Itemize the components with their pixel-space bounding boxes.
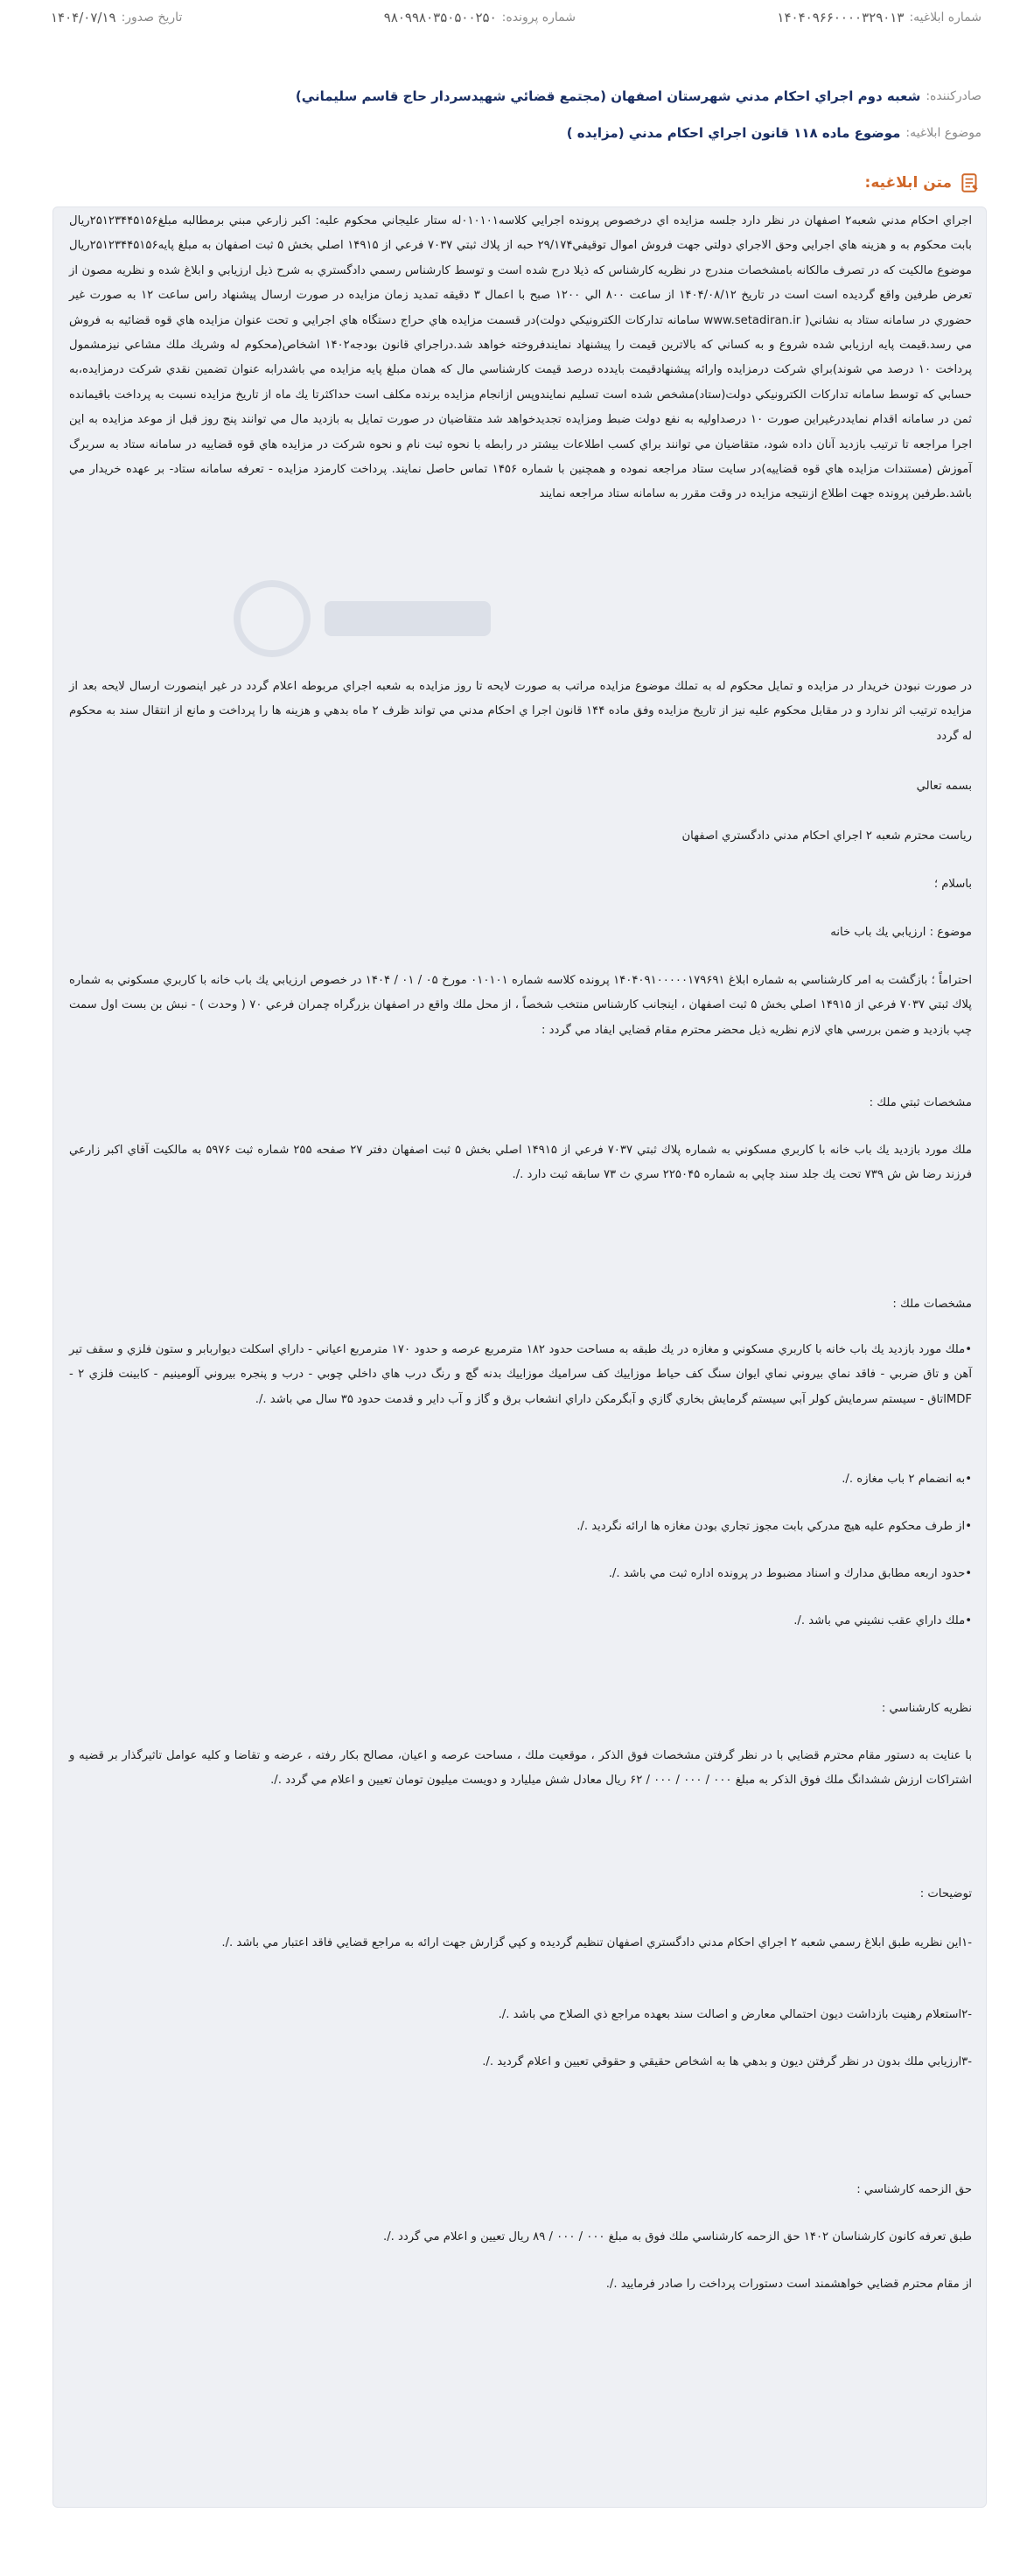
report-topic: موضوع : ارزيابي يك باب خانه bbox=[830, 926, 972, 939]
subject-row bbox=[51, 117, 982, 149]
issuer-label: صادركننده: bbox=[926, 89, 982, 103]
subject-label: موضوع ابلاغيه: bbox=[905, 126, 982, 140]
notice-text-title: متن ابلاغيه: bbox=[864, 174, 952, 192]
bismillah: بسمه تعالي bbox=[916, 780, 972, 793]
issuer-row bbox=[51, 80, 982, 112]
case-number bbox=[384, 10, 576, 25]
watermark-logo-icon bbox=[228, 557, 508, 680]
case-number-label: شماره پرونده: bbox=[501, 10, 576, 24]
document-icon bbox=[959, 172, 982, 194]
greeting: باسلام ؛ bbox=[933, 878, 972, 891]
property-heading: مشخصات ملك : bbox=[892, 1298, 972, 1311]
notice-id-row bbox=[51, 2, 982, 33]
notice-header bbox=[0, 0, 1027, 141]
property-bullet-bounds: •حدود اربعه مطابق مدارك و اسناد مضبوط در پرونده اداره ثبت مي باشد ./. bbox=[608, 1567, 972, 1580]
issue-date-value: ۱۴۰۴/۰۷/۱۹ bbox=[51, 10, 116, 25]
auction-announcement: اجراي احكام مدني شعبه۲ اصفهان در نظر دارد جلسه مزايده اي درخصوص پرونده اجرايي كلاسه۰۱۰۱۰۱له ستار عليجاني محكوم عليه: اكبر زارعي مبني برمطالبه مبلغ۲۵۱۲۳۴۴۵۱۵۶ريال بابت محكوم به و هزينه هاي اجرايي وحق الاجراي دولتي جهت فروش اموال توقيفي۲۹/۱۷۴ حبه از پلاك ثبتي ۷۰۳۷ فرعي از ۱۴۹۱۵ اصلي بخش ۵ ثبت اصفهان به مبلغ پايه۲۵۱۲۳۴۴۵۱۵۶ريال موضوع مالكيت كه در تصرف مالكانه بامشخصات مندرج در نظريه كارشناس كه ذيلا درج شده است و توسط كارشناس رسمي دادگستري به شرح ذيل ارزيابي و ابلاغ شده و نظريه مصون از تعرض طرفين واقع گرديده است است در تاريخ ۱۴۰۴/۰۸/۱۲ از ساعت ۸۰۰ الي ۱۲۰۰ صبح با اعمال ۳ دقيقه تمديد زمان مزايده در صورت ارسال پيشنهاد راس ساعت ۱۲ به صورت غير حضوري در سامانه ستاد به نشاني( www.setadiran.ir سامانه تداركات الكترونيكي دولت)در قسمت مزايده هاي حراج دستگاه هاي اجرايي و تحت عنوان مزايده هاي قوه قضائيه به فروش مي رسد.قيمت پايه ارزيابي شده شروع و به كساني كه بالاترين قيمت را پيشنهاد نمايندفروخته خواهد شد.دراجراي قانون بودجه۱۴۰۲ اشخاص(محكوم له وشريك ملك مشاعي نيزمشمول پرداخت ۱۰ درصد مي شوند)براي شركت درمزايده وارائه پيشنهادقيمت بايدده درصد قيمت كارشناسي مال كه همان مبلغ پايه مزايده مي باشدرابه عنوان تضمين نقدي شركت درمزايده،به حسابي كه توسط سامانه تداركات الكترونيكي دولت(ستاد)مشخص شده است تسليم نمايندوپس ازانجام مزايده برنده مكلف است حداكثرتا يك ماه از تاريخ مزايده نسبت به پرداخت باقيمانده ثمن در سامانه اقدام نمايددرغيراين صورت ۱۰ درصداوليه به نفع دولت ضبط ومزايده تجديدخواهد شد متقاضيان در صورت تمايل به بازديد مال مي توانند پنج روز قبل از موعد مزايده به اين اجرا مراجعه تا ترتيب بازديد آنان داده شود، متقاضيان مي توانند براي كسب اطلاعات بيشتر در رابطه با نحوه ثبت نام و نحوه شركت در مزايده هاي قوه قضاييه در سامانه ستاد به سربرگ آموزش (مستندات مزايده هاي قوه قضاييه)در سايت ستاد مراجعه نموده و همچنين با شماره ۱۴۵۶ تماس حاصل نمايند. پرداخت كارمزد مزايده - تعرفه سامانه ستاد- بر عهده خريدار مي باشد.طرفين پرونده جهت اطلاع ازنتيجه مزايده در وقت مقرر به سامانه ستاد مراجعه نمايند bbox=[69, 214, 973, 501]
notice-number-value: ۱۴۰۴۰۹۶۶۰۰۰۰۳۲۹۰۱۳ bbox=[777, 10, 905, 25]
note-1: -۱اين نظريه طبق ابلاغ رسمي شعبه ۲ اجراي احكام مدني دادگستري اصفهان تنظيم گرديده و كپي گزارش جهت ارائه به مراجع قضايي فاقد اعتبار مي باشد ./. bbox=[221, 1936, 972, 1950]
notice-text-heading bbox=[865, 172, 982, 194]
property-bullet-permit: •از طرف محكوم عليه هيچ مدركي بابت مجوز تجاري بودن مغازه ها ارائه نگرديد ./. bbox=[576, 1520, 972, 1533]
notice-body-card bbox=[52, 206, 987, 2508]
fee-heading: حق الزحمه كارشناسي : bbox=[856, 2183, 972, 2196]
addressee: رياست محترم شعبه ۲ اجراي احكام مدني دادگستري اصفهان bbox=[681, 830, 972, 843]
notes-heading: توضيحات : bbox=[919, 1887, 972, 1900]
registry-details: ملك مورد بازديد يك باب خانه با كاربري مسكوني به شماره پلاك ثبتي ۷۰۳۷ فرعي از ۱۴۹۱۵ اصلي بخش ۵ ثبت اصفهان دفتر ۲۷ صفحه ۲۵۵ شماره ثبت ۵۹۷۶ به مالكيت آقاي اكبر زارعي فرزند رضا ش ش ۷۳۹ تحت يك جلد سند چاپي به شماره ۲۲۵۰۴۵ سري ث ۷۳ سابقه ثبت دارد ./. bbox=[69, 1144, 972, 1182]
subject-value: موضوع ماده ۱۱۸ قانون اجراي احكام مدني (مزايده ) bbox=[566, 125, 901, 141]
property-bullet-setback: •ملك داراي عقب نشيني مي باشد ./. bbox=[793, 1614, 972, 1628]
issue-date-label: تاريخ صدور: bbox=[121, 10, 183, 24]
case-number-value: ۹۸۰۹۹۸۰۳۵۰۵۰۰۲۵۰ bbox=[383, 10, 497, 25]
registry-heading: مشخصات ثبتي ملك : bbox=[869, 1096, 972, 1110]
report-intro: احتراماً ؛ بازگشت به امر كارشناسي به شماره ابلاغ ۱۴۰۴۰۹۱۰۰۰۰۰۱۷۹۶۹۱ پرونده كلاسه شماره ۰۱۰۱۰۱ مورخ ۰۵ / ۰۱ / ۱۴۰۴ در خصوص ارزيابي يك باب خانه با كاربري مسكوني به شماره پلاك ثبتي ۷۰۳۷ فرعي از ۱۴۹۱۵ اصلي بخش ۵ ثبت اصفهان ، اينجانب كارشناس منتخب شخصاً ، از محل ملك واقع در اصفهان بزرگراه چمران فرعي ۷۰ ( وحدت ) - نبش بن بست اول سمت چپ بازديد و ضمن بررسي هاي لازم نظريه ذيل محضر محترم مقام قضايي ايفاد مي گردد : bbox=[69, 974, 972, 1037]
note-3: -۳ارزيابي ملك بدون در نظر گرفتن ديون و بدهي ها به اشخاص حقيقي و حقوقي تعيين و اعلام گرديد ./. bbox=[482, 2055, 972, 2068]
issuer-value: شعبه دوم اجراي احكام مدني شهرستان اصفهان (مجتمع قضائي شهيدسردار حاج قاسم سليماني) bbox=[295, 88, 921, 104]
notice-number bbox=[777, 10, 982, 25]
note-2: -۲استعلام رهنيت بازداشت ديون احتمالي معارض و اصالت سند بعهده مراجع ذي الصلاح مي باشد ./. bbox=[498, 2008, 972, 2021]
closing-request: از مقام محترم قضايي خواهشمند است دستورات پرداخت را صادر فرماييد ./. bbox=[605, 2278, 972, 2291]
fee-text: طبق تعرفه كانون كارشناسان ۱۴۰۲ حق الزحمه كارشناسي ملك فوق به مبلغ ۰۰۰ / ۰۰۰ / ۸۹ ريال تعيين و اعلام مي گردد ./. bbox=[383, 2230, 972, 2244]
property-description: •ملك مورد بازديد يك باب خانه با كاربري مسكوني و مغازه در يك طبقه به مساحت حدود ۱۸۲ مترمربع عرصه و حدود ۱۷۰ مترمربع اعياني - داراي اسكلت ديواربابر و ستون فلزي و سقف تير آهن و تاق ضربي - فاقد نماي بيروني نماي ايوان سنگ كف حياط موزاييك كف سراميك موزاييك بدنه گچ و رنگ درب هاي داخلي چوبي - درب و پنجره بيروني آلومينيم - كابينت فلزي ۲ - MDFاتاق - سيستم سرمايش كولر آبي سيستم گرمايش بخاري گازي و آبگرمكن داراي انشعاب برق و گاز و آب داير و قدمت حدود ۳۵ سال مي باشد ./. bbox=[69, 1343, 972, 1406]
opinion-text: با عنايت به دستور مقام محترم قضايي با در نظر گرفتن مشخصات فوق الذكر ، موقعيت ملك ، مساحت عرصه و اعيان، مصالح بكار رفته ، عرضه و تقاضا و كليه عوامل تاثيرگذار بر قضيه و اشتراكات ارزش ششدانگ ملك فوق الذكر به مبلغ ۰۰۰ / ۰۰۰ / ۰۰۰ / ۶۲ ريال معادل شش ميلیارد و دويست ميليون تومان تعيين و اعلام مي گردد ./. bbox=[69, 1749, 972, 1788]
ownership-claim-note: در صورت نبودن خريدار در مزايده و تمايل محكوم له به تملك موضوع مزايده مراتب به صورت لايحه تا روز مزايده به شعبه اجراي مربوطه اعلام گردد در غير اينصورت ارسال لايحه بعد از مزايده ترتيب اثر ندارد و در مقابل محكوم عليه نيز از تاريخ مزايده وفق ماده ۱۴۴ قانون اجرا ي احكام مدني مي تواند ظرف ۲ ماه بدهي و هزينه ها را پرداخت و مانع از انتقال سند به محكوم له گردد bbox=[69, 680, 972, 743]
notice-number-label: شماره ابلاغيه: bbox=[909, 10, 982, 24]
opinion-heading: نظريه كارشناسي : bbox=[881, 1702, 972, 1715]
property-bullet-shops: •به انضمام ۲ باب مغازه ./. bbox=[842, 1473, 972, 1486]
issue-date bbox=[51, 10, 182, 25]
